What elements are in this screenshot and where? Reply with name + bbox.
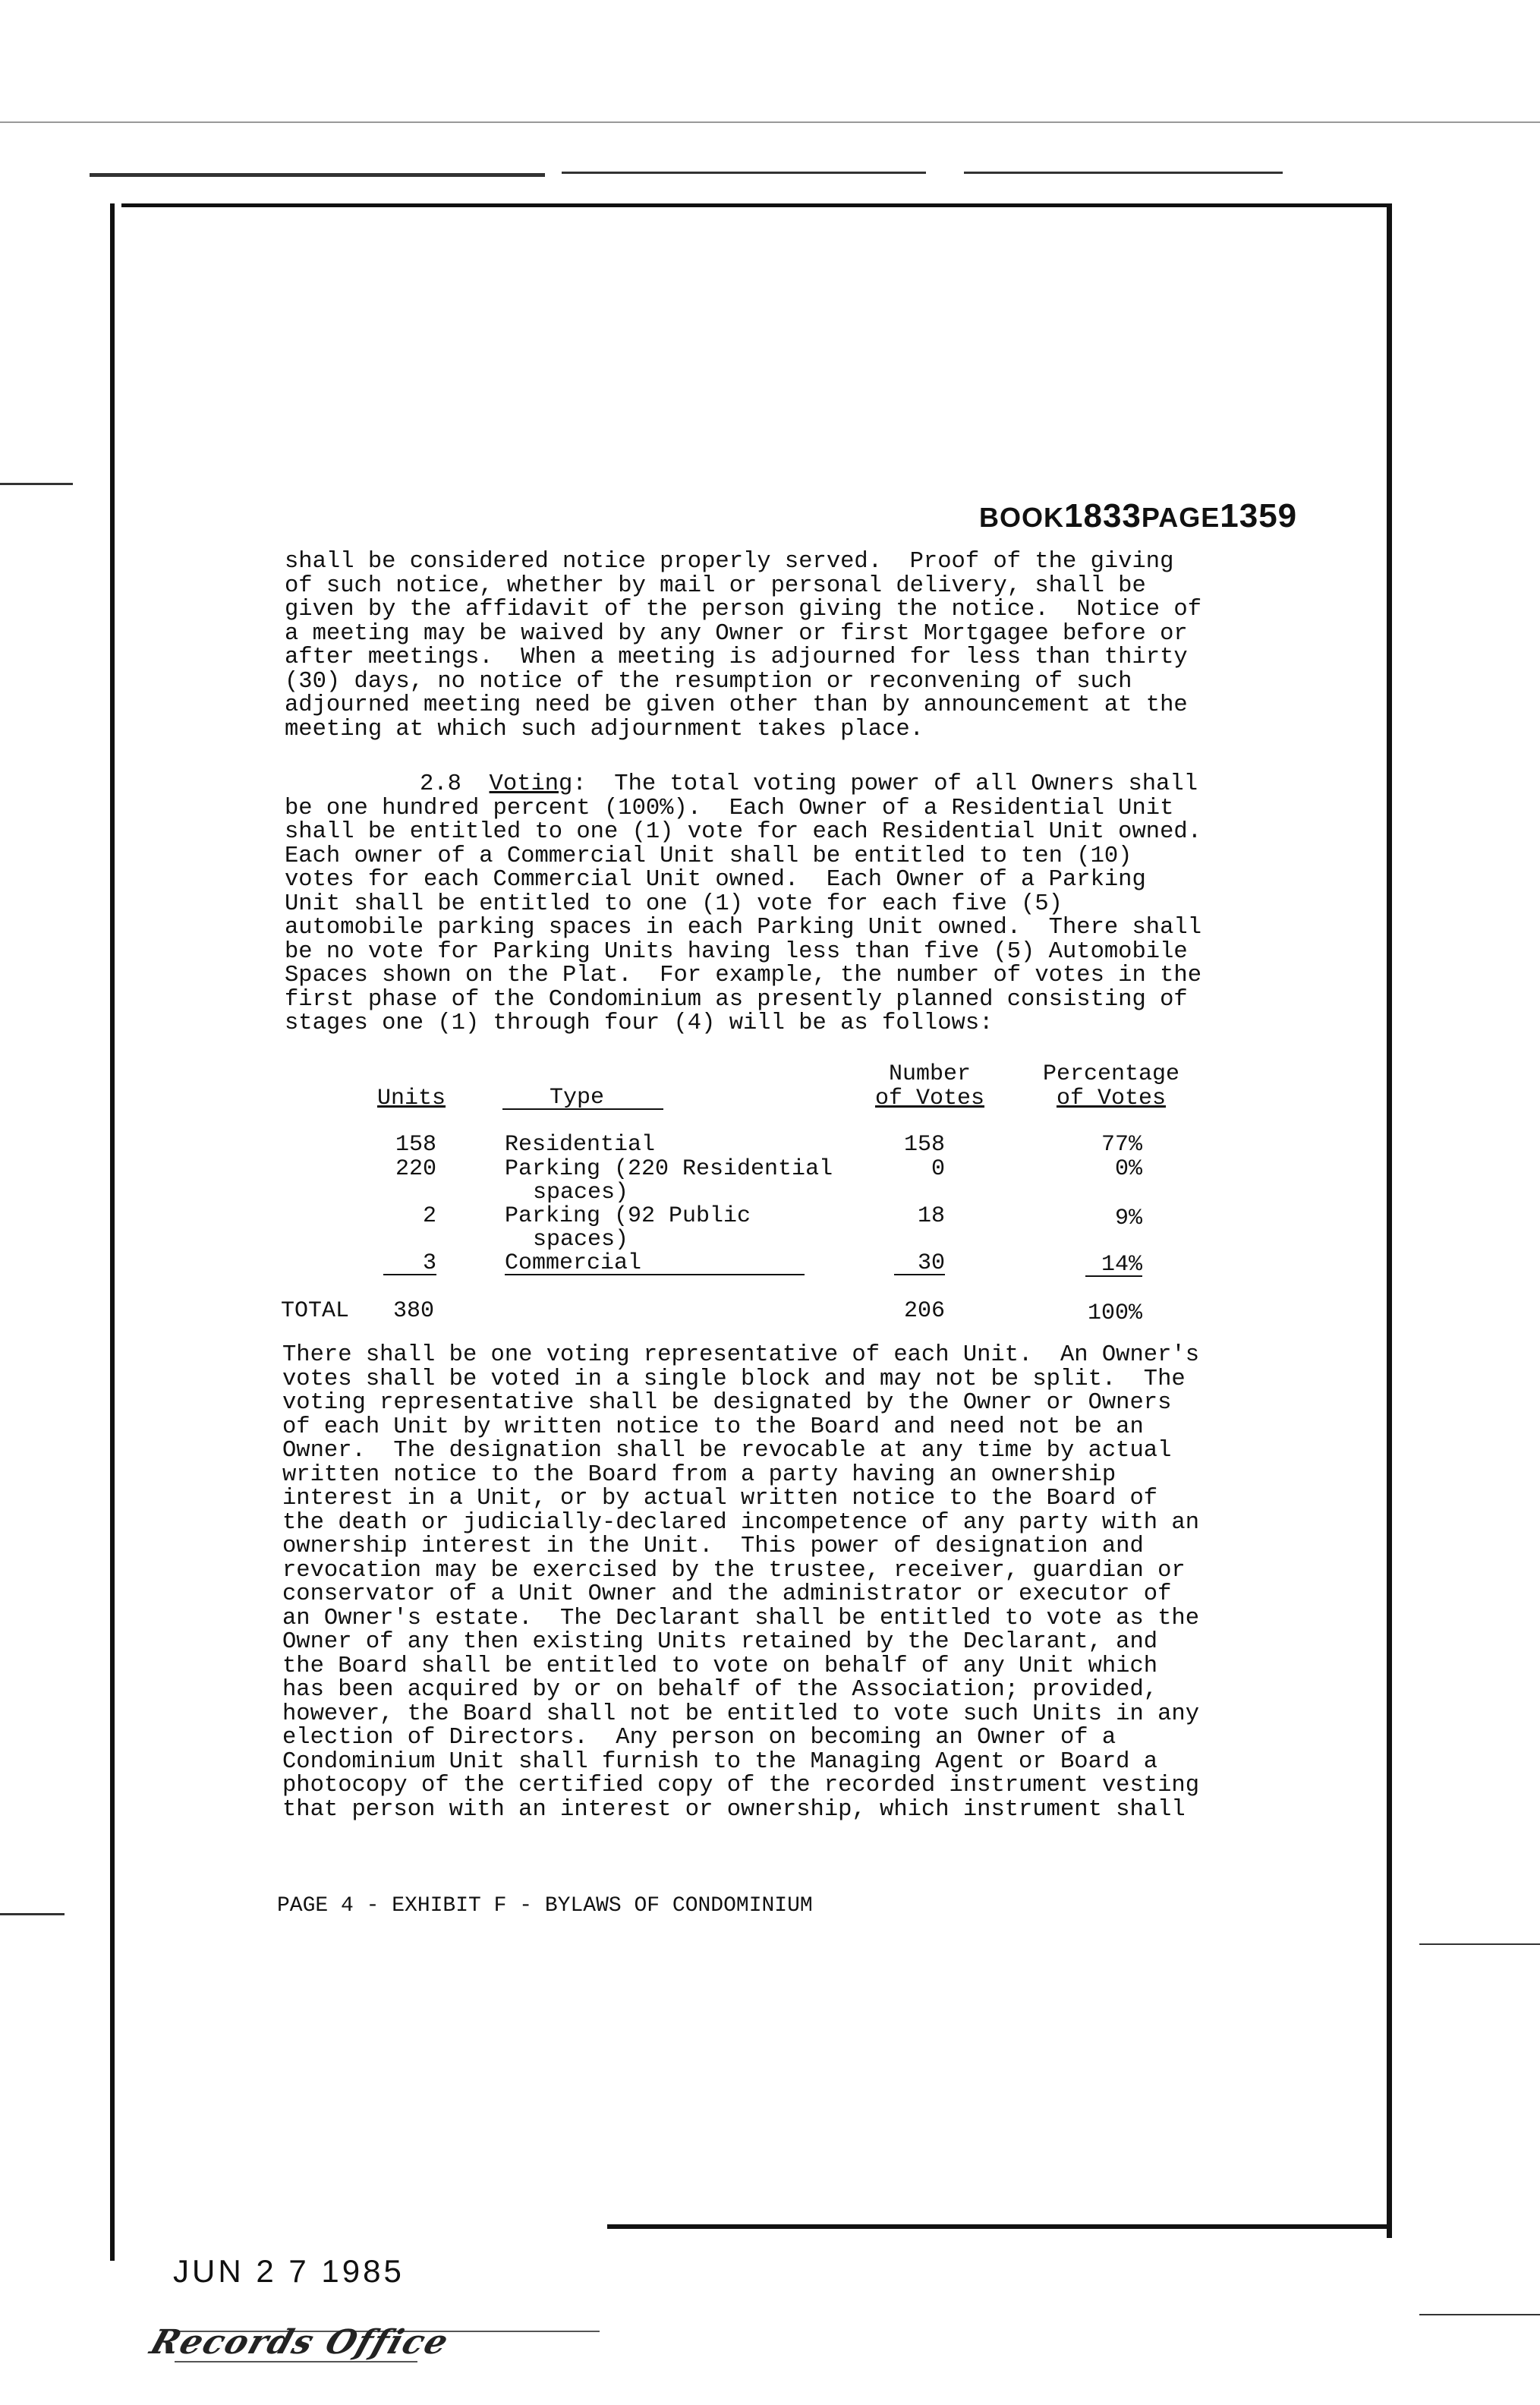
document-frame-top: [121, 203, 1390, 207]
scan-top-rule: [0, 121, 1540, 123]
section-heading: Voting: [489, 771, 573, 797]
table-cell-votes: 18: [917, 1203, 945, 1229]
paragraph-representative: There shall be one voting representative of each Unit. An Owner's votes shall be voted in a single block and may not be split. The voting representative shall be designated by the Owner or Owners of each Unit by written notice to the Board and need not be an Owner. The designation shall be revocable at any time by actual written notice to the Board from a party having an ownership interest in a Unit, or by actual written notice to the Board of the death or judicially-declared incompetence of any party with an ownership interest in the Unit. This power of designation and revocation may be exercised by the trustee, receiver, guardian or conservator of a Unit Owner and the administrator or executor of an Owner's estate. The Declarant shall be entitled to vote as the Owner of any then existing Units retained by the Declarant, and the Board shall be entitled to vote on behalf of any Unit which has been acquired by or on behalf of the Association; provided, however, the Board shall not be entitled to vote such Units in any election of Directors. Any person on becoming an Owner of a Condominium Unit shall furnish to the Managing Agent or Board a photocopy of the certified copy of the recorded instrument vesting that person with an interest or ownership, which instrument shall: [282, 1342, 1199, 1823]
table-cell-units: 158: [395, 1132, 436, 1158]
table-cell-type: Parking (220 Residential: [505, 1156, 833, 1182]
book-number: 1833: [1064, 497, 1142, 534]
scan-margin-mark-1: [0, 483, 73, 485]
table-cell-votes: 158: [903, 1132, 945, 1158]
table-cell-pct: 77%: [1101, 1132, 1142, 1158]
col-header-pct-line1: Percentage: [1042, 1061, 1180, 1087]
section-intro: : The total voting power of all Owners shall: [572, 771, 1198, 797]
scan-noise-top-2: [562, 172, 926, 174]
signature-scribble: Records Office: [145, 2323, 455, 2362]
table-cell-votes: 0: [931, 1156, 945, 1182]
page-footer: PAGE 4 - EXHIBIT F - BYLAWS OF CONDOMINIUM: [277, 1894, 813, 1918]
paragraph-voting: [285, 773, 1201, 1036]
page-label: PAGE: [1141, 502, 1220, 533]
document-frame-bottom: [607, 2224, 1389, 2229]
table-cell-units: 220: [395, 1156, 436, 1182]
table-total-label: TOTAL: [281, 1298, 350, 1324]
scan-margin-mark-4: [1419, 2314, 1540, 2315]
scan-margin-mark-2: [0, 1913, 65, 1915]
document-frame-right: [1387, 203, 1392, 2238]
paragraph-notice: shall be considered notice properly served. Proof of the giving of such notice, whether by mail or personal delivery, shall be given by the affidavit of the person giving the notice. Notice of a meeting may be waived by any Owner or first Mortgagee before or after meetings. When a meeting is adjourned for less than thirty (30) days, no notice of the resumption or reconvening of such adjourned meeting need be given other than by announcement at the meeting at which such adjournment takes place.: [285, 549, 1201, 742]
scan-noise-top-3: [964, 172, 1283, 174]
table-cell-type: Parking (92 Public: [505, 1203, 751, 1229]
section-body: be one hundred percent (100%). Each Owner of a Residential Unit shall be entitled to one (1) vote for each Residential Unit owned. Each owner of a Commercial Unit shall be entitled to ten (10) votes for each Commercial Unit owned. Each Owner of a Parking Unit shall be entitled to one (1) vote for each five (5) automobile parking spaces in each Parking Unit owned. There shall be no vote for Parking Units having less than five (5) Automobile Spaces shown on the Plat. For example, the number of votes in the first phase of the Condominium as presently planned consisting of stages one (1) through four (4) will be as follows:: [285, 795, 1201, 1036]
scan-noise-top-1: [90, 173, 545, 177]
section-number: 2.8: [420, 771, 461, 797]
table-cell-votes: 30: [894, 1253, 945, 1275]
table-cell-pct: 0%: [1114, 1156, 1142, 1182]
table-cell-type-cont: spaces): [533, 1227, 629, 1253]
scan-margin-mark-3: [1419, 1943, 1540, 1945]
table-cell-type: Commercial: [505, 1253, 805, 1275]
recording-date-stamp: JUN 2 7 1985: [173, 2253, 405, 2289]
table-total-pct: 100%: [1087, 1300, 1142, 1326]
table-cell-pct: 9%: [1114, 1206, 1142, 1231]
table-cell-type-cont: spaces): [533, 1180, 629, 1206]
col-header-pct-line2: of Votes: [1056, 1086, 1167, 1111]
table-cell-units: 2: [422, 1203, 436, 1229]
table-cell-units: 3: [383, 1253, 436, 1275]
table-total-votes: 206: [903, 1298, 945, 1324]
col-header-type: [502, 1087, 663, 1110]
col-header-votes-line1: Number: [888, 1061, 972, 1087]
page-number: 1359: [1220, 497, 1298, 534]
book-label: BOOK: [979, 502, 1064, 533]
book-page-reference: [979, 497, 1297, 535]
col-header-type-label: Type: [550, 1085, 605, 1111]
table-cell-pct: 14%: [1085, 1254, 1142, 1277]
col-header-votes-line2: of Votes: [874, 1086, 985, 1111]
table-cell-type: Residential: [505, 1132, 656, 1158]
table-total-units: 380: [393, 1298, 435, 1324]
document-frame-left: [110, 203, 115, 2261]
col-header-units: Units: [377, 1086, 446, 1111]
